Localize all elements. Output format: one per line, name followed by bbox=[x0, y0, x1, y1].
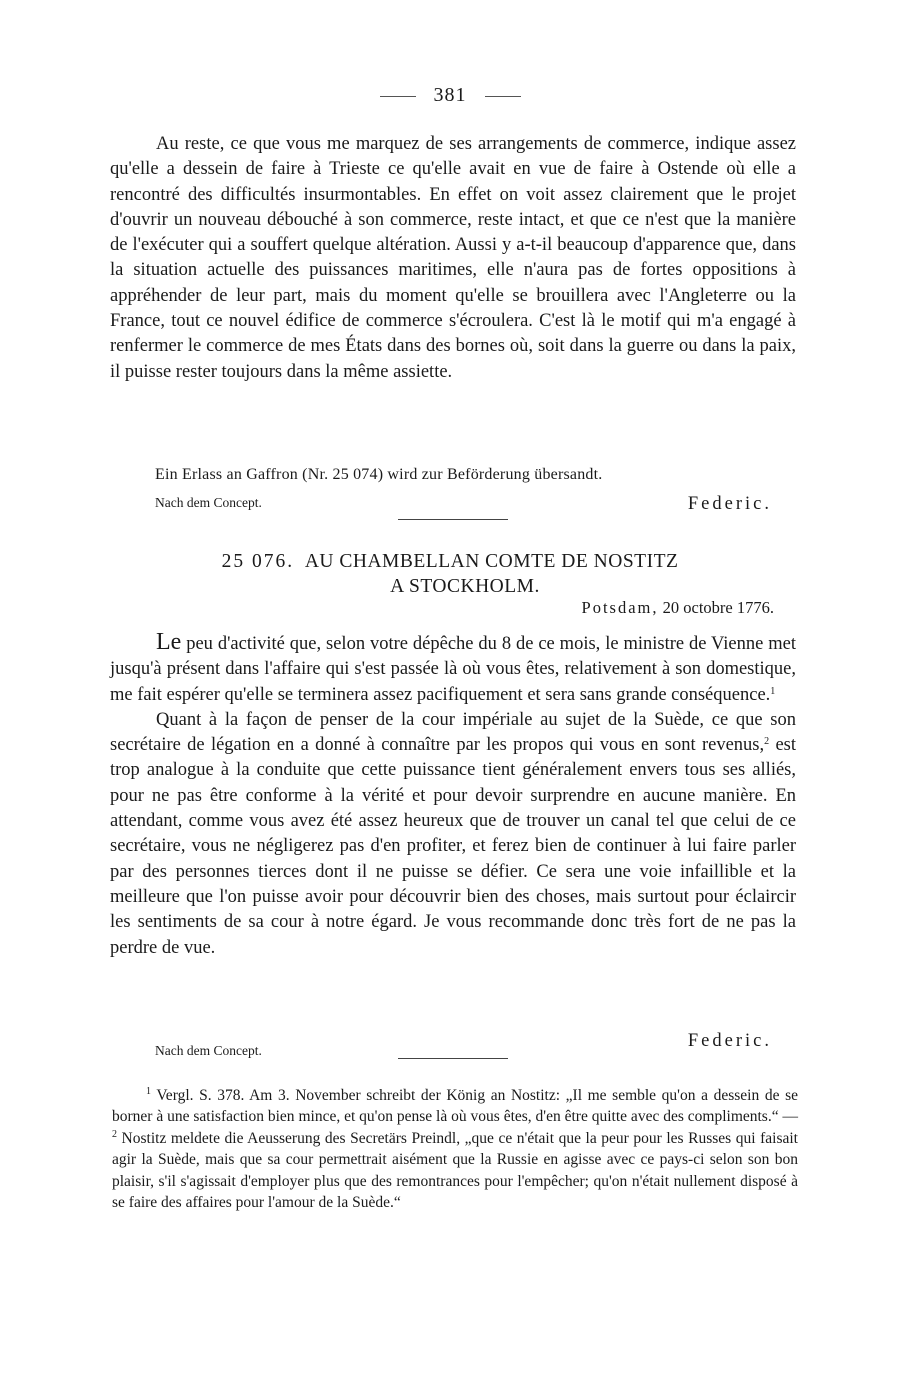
paragraph-2-text-b: est trop analogue à la conduite que cette puissance tient généralement envers tous ses alliés, pour ne pas être conforme à la vérité et pour devoir surprendre en aucune manière. En attendant, comme vous avez été assez heureux que de trouver un canal tel que celui de ce secrétaire, vous ne négligerez pas d'en profiter, et ferez bien de continuer à lui faire parler par des personnes tierces dont il ne puisse se défier. Ce sera une voie infaillible et la meilleure que l'on puisse avoir pour découvrir bien des choses, mais surtout pour éclaircir les sentiments de sa cour à notre égard. Je vous recommande donc très fort de ne pas la perdre de vue. bbox=[110, 735, 796, 958]
letter-2-signature: Federic. bbox=[687, 1031, 772, 1051]
letter-1-paragraph: Au reste, ce que vous me marquez de ses arrangements de commerce, indique assez qu'elle a dessein de faire à Trieste ce qu'elle avait en vue de faire à Ostende où elle a rencontré des difficultés insurmontables. En effet on voit assez clairement que le projet d'ouvrir un nouveau débouché à son commerce, reste intact, et que ce n'est que la manière de l'exécuter qui a souffert quelque altération. Aussi y a-t-il beaucoup d'apparence que, dans la situation actuelle des puissances maritimes, elle n'aura pas de fortes oppositions à appréhender de leur part, mais du moment qu'elle se brouillera avec l'Angleterre ou la France, tout ce nouvel édifice de commerce s'écroulera. C'est là le motif qui m'a engagé à renfermer le commerce de mes États dans des bornes où, soit dans la guerre ou dans la paix, il puisse rester toujours dans la même assiette. bbox=[110, 134, 796, 382]
page-header bbox=[0, 84, 900, 107]
footnote-divider bbox=[398, 1058, 508, 1059]
dateline-place: Potsdam, bbox=[581, 598, 659, 617]
opening-word: Le bbox=[156, 629, 182, 655]
footnote-block bbox=[112, 1085, 798, 1213]
letter-2-dateline bbox=[582, 598, 774, 618]
letter-2-heading bbox=[0, 549, 900, 574]
paragraph-2-text-a: Quant à la façon de penser de la cour impériale au sujet de la Suède, ce que son secrétaire de légation en a donné à connaître par les propos qui vous en sont revenus, bbox=[110, 709, 796, 756]
section-divider bbox=[398, 519, 508, 520]
page-number: 381 bbox=[433, 84, 467, 106]
letter-2-source: Nach dem Concept. bbox=[155, 1043, 262, 1058]
paragraph-1-text: peu d'activité que, selon votre dépêche du 8 de ce mois, le ministre de Vienne met jusqu'à présent dans l'affaire qui s'est passée là où vous êtes, relativement à son domestique, me fait espérer qu'elle se terminera assez pacifiquement et sera sans grande conséquence. bbox=[110, 634, 796, 705]
footnote-marker-1: 1 bbox=[146, 1086, 151, 1097]
letter-2-paragraph-2 bbox=[110, 708, 796, 961]
letter-1-body bbox=[110, 132, 796, 385]
letter-2-heading-line2: A STOCKHOLM. bbox=[390, 576, 540, 597]
dateline-date: 20 octobre 1776. bbox=[662, 598, 774, 617]
footnote-1-text: Vergl. S. 378. Am 3. November schreibt der König an Nostitz: „Il me semble qu'on a dessein de se borner à une satisfaction bien mince, et qu'on pense là où vous êtes, d'en être quitte avec des compliments.“ — bbox=[112, 1087, 798, 1126]
letter-2-paragraph-1 bbox=[110, 630, 796, 708]
letter-1-source: Nach dem Concept. bbox=[155, 495, 262, 510]
letter-1-editorial-note: Ein Erlass an Gaffron (Nr. 25 074) wird zur Beförderung übersandt. bbox=[155, 466, 603, 483]
footnotes bbox=[112, 1085, 798, 1213]
letter-1-signature: Federic. bbox=[687, 494, 772, 514]
letter-title-line1: AU CHAMBELLAN COMTE DE NOSTITZ bbox=[304, 551, 679, 572]
footnote-2-text: Nostitz meldete die Aeusserung des Secretärs Preindl, „que ce n'était que la peur pour les Russes qui faisait agir la Suède, mais que sa cour permettrait aisément que la Russie en agisse avec ce pays-ci selon son bon plaisir, s'il s'agissait d'employer plus que des remontrances pour l'empêcher; qu'on n'était nullement disposé à se faire des affaires pour l'amour de la Suède.“ bbox=[112, 1129, 798, 1212]
header-rule-right bbox=[485, 96, 521, 97]
letter-2-body bbox=[110, 630, 796, 961]
header-rule-left bbox=[380, 96, 416, 97]
letter-number: 25 076. bbox=[221, 551, 295, 572]
footnote-marker-2: 2 bbox=[112, 1128, 117, 1140]
footnote-ref-1: 1 bbox=[770, 685, 776, 697]
footnote-ref-2: 2 bbox=[764, 736, 770, 748]
